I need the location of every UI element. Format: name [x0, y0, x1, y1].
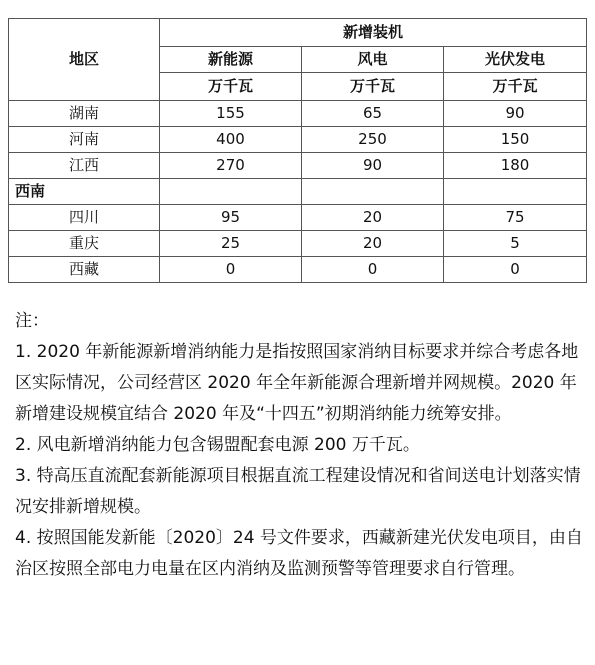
column-header-new-energy: 新能源 [160, 47, 302, 73]
unit-label: 万千瓦 [444, 73, 587, 101]
capacity-table [8, 18, 587, 283]
table-row [9, 231, 587, 257]
table-row [9, 101, 587, 127]
region-header: 地区 [9, 19, 160, 101]
table-row [9, 205, 587, 231]
value-cell: 65 [302, 101, 444, 127]
value-cell: 90 [444, 101, 587, 127]
unit-label: 万千瓦 [160, 73, 302, 101]
empty-cell [444, 179, 587, 205]
value-cell: 0 [302, 257, 444, 283]
value-cell: 0 [444, 257, 587, 283]
note-item: 2. 风电新增消纳能力包含锡盟配套电源 200 万千瓦。 [15, 435, 420, 455]
note-item: 1. 2020 年新能源新增消纳能力是指按照国家消纳目标要求并综合考虑各地区实际情况，公司经营区 2020 年全年新能源合理新增并网规模。2020 年新增建设规模宜结合 2020 年及“十四五”初期消纳能力统筹安排。 [15, 342, 579, 424]
value-cell: 180 [444, 153, 587, 179]
notes-section [15, 306, 583, 585]
value-cell: 25 [160, 231, 302, 257]
value-cell: 250 [302, 127, 444, 153]
region-cell: 四川 [9, 205, 160, 231]
column-header-wind: 风电 [302, 47, 444, 73]
value-cell: 20 [302, 205, 444, 231]
unit-label: 万千瓦 [302, 73, 444, 101]
table-group-row [9, 179, 587, 205]
value-cell: 155 [160, 101, 302, 127]
empty-cell [302, 179, 444, 205]
value-cell: 90 [302, 153, 444, 179]
region-cell: 江西 [9, 153, 160, 179]
note-item: 3. 特高压直流配套新能源项目根据直流工程建设情况和省间送电计划落实情况安排新增规模。 [15, 466, 581, 517]
notes-title: 注： [15, 311, 49, 331]
column-header-solar: 光伏发电 [444, 47, 587, 73]
table-row [9, 257, 587, 283]
table-row [9, 153, 587, 179]
value-cell: 20 [302, 231, 444, 257]
value-cell: 270 [160, 153, 302, 179]
value-cell: 75 [444, 205, 587, 231]
capacity-table-container [8, 18, 586, 283]
region-cell: 河南 [9, 127, 160, 153]
table-row [9, 127, 587, 153]
value-cell: 150 [444, 127, 587, 153]
region-cell: 湖南 [9, 101, 160, 127]
value-cell: 0 [160, 257, 302, 283]
empty-cell [160, 179, 302, 205]
note-item: 4. 按照国能发新能〔2020〕24 号文件要求，西藏新建光伏发电项目，由自治区按照全部电力电量在区内消纳及监测预警等管理要求自行管理。 [15, 528, 583, 579]
new-capacity-header: 新增装机 [160, 19, 587, 47]
region-cell: 西藏 [9, 257, 160, 283]
region-cell: 重庆 [9, 231, 160, 257]
group-label-southwest: 西南 [9, 179, 160, 205]
value-cell: 400 [160, 127, 302, 153]
value-cell: 95 [160, 205, 302, 231]
value-cell: 5 [444, 231, 587, 257]
